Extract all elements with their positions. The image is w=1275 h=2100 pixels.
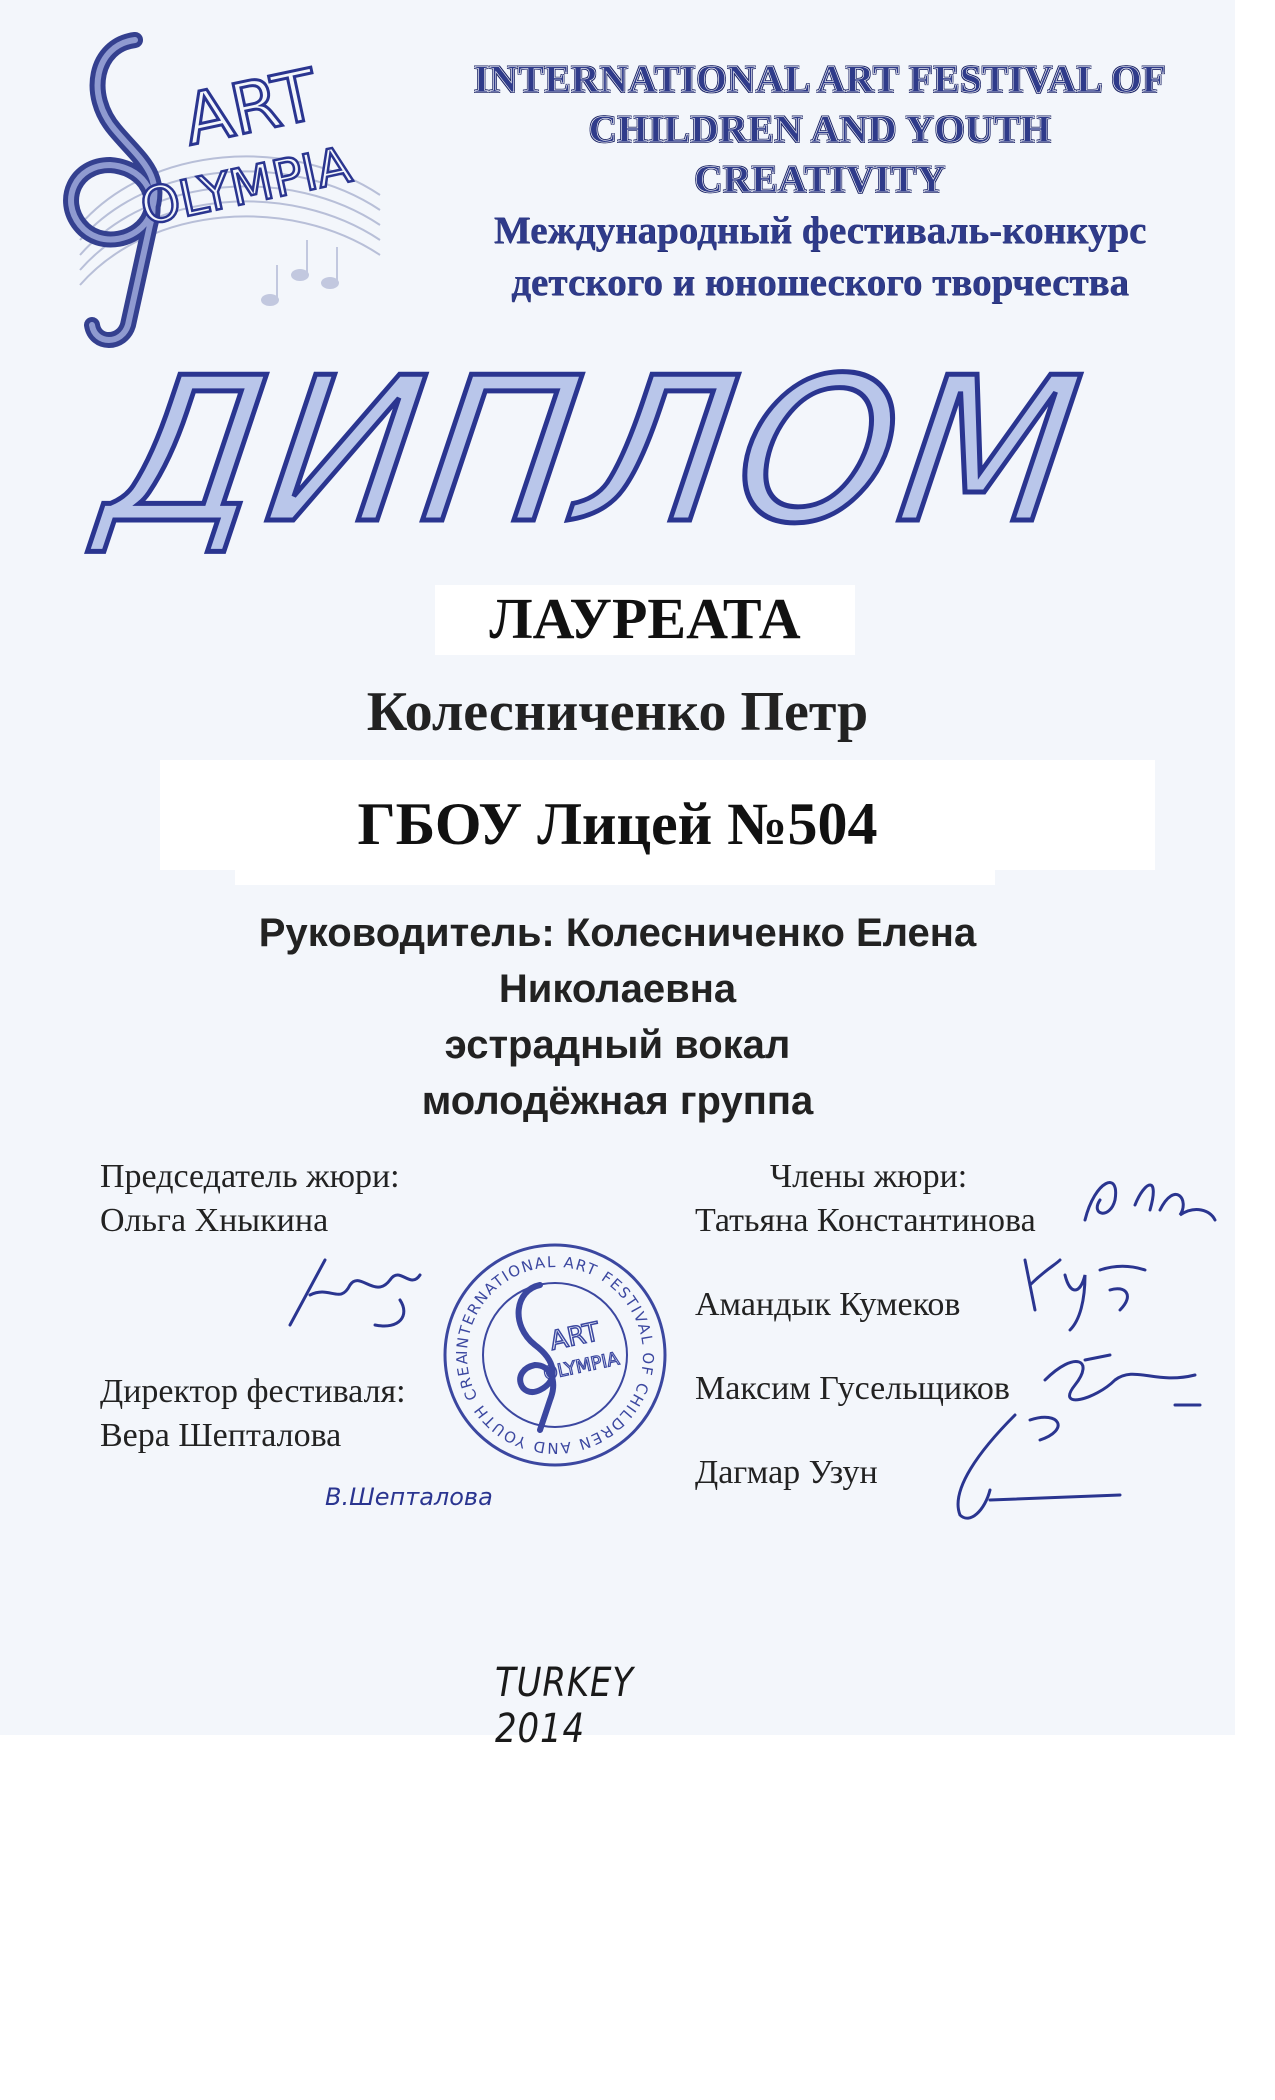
chair-name: Ольга Хныкина xyxy=(100,1202,329,1239)
svg-text:INTERNATIONAL ART FESTIVAL OF xyxy=(440,1240,657,1457)
logo-line2: OLYMPIA xyxy=(135,135,357,237)
director-label: Директор фестиваля: xyxy=(100,1373,406,1410)
header-en-line-2: CHILDREN AND YOUTH xyxy=(588,108,1052,151)
supervisor-line-2: Николаевна xyxy=(498,967,737,1011)
header-ru-line-1: Международный фестиваль-конкурс xyxy=(493,209,1147,252)
stamp-center-line2: OLYMPIA xyxy=(541,1348,622,1385)
diploma-title xyxy=(92,334,1098,568)
jury-chair xyxy=(100,1155,400,1243)
art-olympia-logo xyxy=(40,25,410,355)
festival-director xyxy=(100,1370,406,1458)
festival-header xyxy=(420,55,1220,309)
jury-member-2: Амандык Кумеков xyxy=(695,1286,961,1323)
band-3 xyxy=(235,855,995,885)
supervisor-line-1: Руководитель: Колесниченко Елена xyxy=(258,911,977,955)
director-handwritten-name: В.Шепталова xyxy=(325,1483,493,1511)
jury-member-4: Дагмар Узун xyxy=(695,1454,878,1491)
award-details xyxy=(0,905,1235,1129)
age-category: молодёжная группа xyxy=(421,1079,814,1123)
header-en-line-3: CREATIVITY xyxy=(694,158,946,201)
stamp-center-line1: ART xyxy=(547,1317,603,1357)
member-1-signature xyxy=(1080,1160,1220,1240)
header-ru-line-2: детского и юношеского творчества xyxy=(511,261,1129,304)
member-4-signature xyxy=(920,1400,1150,1530)
logo-line1: ART xyxy=(176,53,325,162)
jury-member-3: Максим Гусельщиков xyxy=(695,1370,1010,1407)
festival-stamp xyxy=(440,1240,670,1470)
stamp-ring-text: INTERNATIONAL ART FESTIVAL OF CHILDREN AND YOUTH CREA xyxy=(452,1252,658,1458)
chair-signature xyxy=(280,1245,440,1335)
institution-name: ГБОУ Лицей №504 xyxy=(357,791,878,857)
degree-label: ЛАУРЕАТА xyxy=(489,586,801,651)
recipient-name: Колесниченко Петр xyxy=(366,681,869,743)
diploma-title-text: ДИПЛОМ xyxy=(92,334,1098,568)
chair-label: Председатель жюри: xyxy=(100,1158,400,1195)
place-and-year: TURKEY 2014 xyxy=(495,1660,634,1752)
member-2-signature xyxy=(1015,1250,1155,1340)
header-en-line-1: INTERNATIONAL ART FESTIVAL OF xyxy=(473,58,1167,101)
director-name: Вера Шепталова xyxy=(100,1417,342,1454)
nomination: эстрадный вокал xyxy=(444,1023,791,1067)
director-signature xyxy=(320,1475,500,1515)
jury-members-label: Члены жюри: xyxy=(770,1158,968,1195)
jury-member-1: Татьяна Константинова xyxy=(695,1202,1036,1239)
